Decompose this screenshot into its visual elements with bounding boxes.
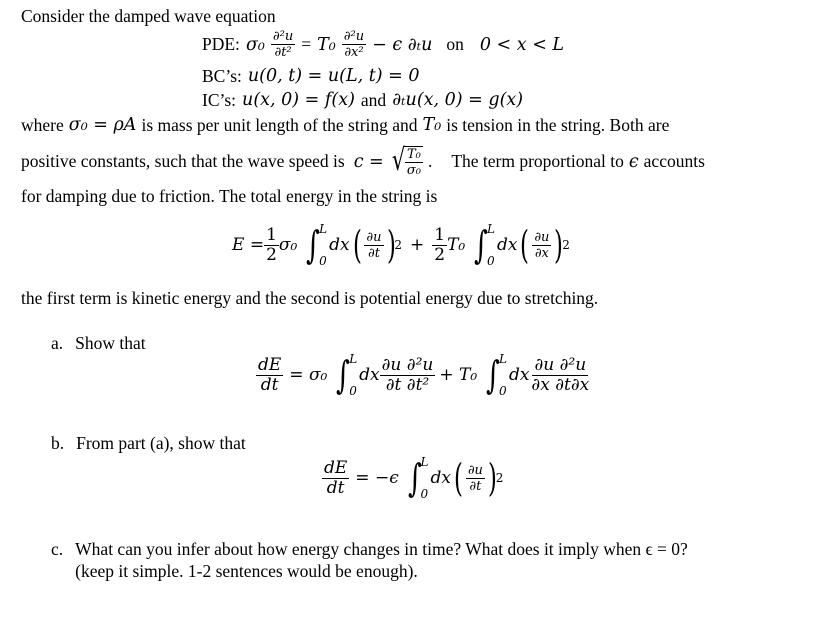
upper-limit: L — [319, 222, 328, 236]
pde-lhs-num: ∂²u — [272, 29, 294, 44]
energy-T0: T₀ — [447, 235, 466, 255]
energy-dx-1: dx — [329, 235, 350, 255]
part-a-label: a. — [51, 333, 64, 353]
integral-icon: ∫ — [474, 223, 489, 267]
eq-a-dt: dt — [260, 374, 279, 395]
pde-damping-term: − ϵ ∂ₜu — [372, 34, 433, 55]
energy-sigma0: σ₀ — [278, 235, 298, 255]
equation-a — [256, 352, 591, 398]
part-b-text: From part (a), show that — [76, 433, 246, 453]
para-epsilon: ϵ — [628, 151, 639, 172]
part-c-label: c. — [51, 539, 64, 559]
sqrt-fraction — [405, 148, 423, 177]
eq-b-du-dt — [466, 464, 485, 493]
eq-b-ddt: ∂t — [469, 478, 482, 494]
part-c-line-2: (keep it simple. 1-2 sentences would be enough). — [75, 560, 418, 581]
wave-speed-sqrt — [389, 143, 423, 178]
part-b-label: b. — [51, 433, 65, 453]
paren-close-icon: ) — [554, 223, 564, 267]
paragraph-line-3: for damping due to friction. The total energy in the string is — [21, 186, 438, 206]
eq-a-frac-2 — [529, 354, 591, 395]
eq-b-dE: dE — [324, 457, 348, 478]
paren-open-icon: ( — [520, 223, 530, 267]
bc-line — [202, 66, 420, 87]
paragraph-line-2 — [21, 143, 705, 178]
eq-b-square: 2 — [495, 471, 504, 485]
integral-icon: ∫ — [336, 353, 351, 397]
eq-a-upper-2: L — [498, 352, 507, 366]
eq-a-upper-1: L — [349, 352, 358, 366]
lower-limit: 0 — [319, 254, 327, 268]
part-b — [51, 433, 246, 454]
eq-a-dx-2: dx — [508, 365, 530, 385]
integral-icon: ∫ — [407, 456, 422, 500]
pde-rhs-num: ∂²u — [343, 29, 365, 44]
eq-a-dE: dE — [258, 354, 282, 375]
pde-rhs-den: ∂x² — [344, 45, 364, 60]
eq-b-lower: 0 — [420, 487, 429, 501]
pde-T0: T₀ — [317, 34, 336, 55]
para-period: . — [427, 151, 433, 171]
integral-limits-2 — [487, 222, 495, 268]
half-den: 2 — [266, 244, 277, 265]
pde-lhs-fraction — [271, 30, 295, 59]
equation-b — [322, 455, 503, 501]
eq-a-equals-sigma: = σ₀ — [289, 365, 328, 385]
lower-limit-2: 0 — [487, 254, 495, 268]
dt-den: ∂t — [367, 245, 380, 261]
paren-open-icon: ( — [352, 223, 362, 267]
eq-a-lower-2: 0 — [498, 384, 507, 398]
square-exp-2: 2 — [562, 238, 570, 252]
eq-b-du: ∂u — [467, 462, 483, 478]
eq-b-upper: L — [420, 455, 429, 469]
integral-icon: ∫ — [486, 353, 500, 397]
para-c-equals: c = — [353, 151, 384, 172]
ic-and: and — [360, 90, 387, 110]
bc-label: BC’s: — [202, 66, 242, 86]
eq-b-dt: dt — [326, 477, 345, 498]
paragraph-line-1 — [21, 115, 669, 136]
pde-rhs-fraction — [342, 30, 366, 59]
eq-a-frac-1 — [380, 354, 436, 395]
eq-a-dx-1: dx — [359, 365, 380, 385]
eq-a-limits-2 — [499, 352, 507, 398]
pde-equals: = — [301, 34, 312, 54]
eq-a-n2: ∂u ∂²u — [534, 354, 587, 375]
half-num-2: 1 — [434, 224, 446, 245]
energy-plus: + — [409, 235, 425, 255]
eq-a-d1: ∂t ∂t² — [385, 374, 430, 395]
para-T0: T₀ — [422, 115, 442, 135]
ic-label: IC’s: — [202, 90, 237, 110]
energy-equation — [232, 222, 570, 268]
ic-expression-1: u(x, 0) = f(x) — [242, 90, 355, 110]
intro-text: Consider the damped wave equation — [21, 6, 276, 26]
para-wave-speed-text: positive constants, such that the wave speed is — [21, 151, 345, 171]
energy-half-1 — [264, 224, 279, 265]
upper-limit-2: L — [487, 222, 495, 236]
pde-line — [202, 30, 564, 59]
eq-a-limits-1 — [349, 352, 357, 398]
paren-open-icon: ( — [453, 456, 463, 500]
ic-expression-2: ∂ₜu(x, 0) = g(x) — [392, 90, 524, 110]
eq-b-dEdt — [322, 457, 349, 498]
eq-b-equals-eps: = −ϵ — [355, 468, 399, 488]
du-num-2: ∂u — [534, 229, 550, 245]
eq-a-n1: ∂u ∂²u — [381, 354, 434, 375]
part-c-line-1: What can you infer about how energy changes in time? What does it imply when ϵ = 0? — [75, 539, 688, 559]
pde-on: on — [446, 34, 464, 54]
integral-icon: ∫ — [306, 223, 321, 267]
paren-close-icon: ) — [386, 223, 396, 267]
du-num: ∂u — [366, 229, 382, 245]
para-sigma-def: σ₀ = ρA — [68, 115, 137, 135]
paren-close-icon: ) — [487, 456, 497, 500]
pde-label: PDE: — [202, 34, 240, 54]
energy-half-2 — [432, 224, 447, 265]
sqrt-num: T₀ — [406, 147, 421, 162]
energy-dx-2: dx — [497, 235, 518, 255]
para-tension-text: is tension in the string. Both are — [446, 115, 670, 135]
eq-b-dx: dx — [430, 468, 451, 488]
eq-a-dEdt — [256, 354, 283, 395]
eq-a-lower-1: 0 — [349, 384, 357, 398]
pde-sigma0: σ₀ — [245, 34, 265, 55]
half-den-2: 2 — [434, 244, 446, 265]
sqrt-den: σ₀ — [406, 163, 421, 178]
energy-du-dx — [532, 231, 551, 260]
pde-lhs-den: ∂t² — [274, 45, 292, 60]
energy-du-dt — [364, 231, 383, 260]
bc-expression: u(0, t) = u(L, t) = 0 — [247, 66, 420, 86]
square-exp-1: 2 — [394, 238, 402, 252]
ic-line — [202, 90, 523, 111]
sqrt-radical-icon: √ — [391, 143, 405, 178]
energy-note: the first term is kinetic energy and the second is potential energy due to stretching. — [21, 288, 599, 308]
energy-E: E = — [232, 235, 265, 255]
part-a-text: Show that — [75, 333, 146, 353]
integral-limits-1 — [319, 222, 327, 268]
half-num: 1 — [266, 224, 277, 245]
part-a — [51, 333, 146, 354]
part-c — [51, 539, 688, 583]
para-where: where — [21, 115, 64, 135]
eq-a-d2: ∂x ∂t∂x — [531, 374, 590, 395]
para-mass-text: is mass per unit length of the string and — [141, 115, 418, 135]
eq-a-plus-T0: + T₀ — [439, 365, 478, 385]
dx-den: ∂x — [534, 245, 549, 261]
pde-domain: 0 < x < L — [479, 34, 565, 55]
para-term-text: The term proportional to — [451, 151, 624, 171]
para-accounts: accounts — [643, 151, 705, 171]
